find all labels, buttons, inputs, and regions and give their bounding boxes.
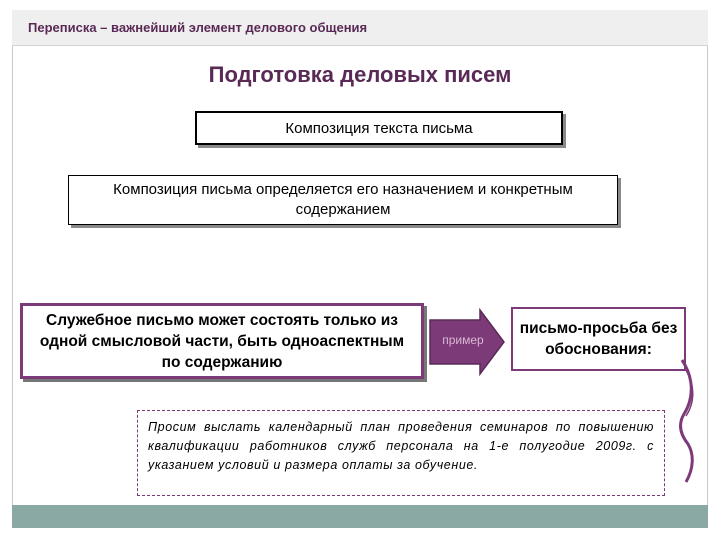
composition-subtitle-text: Композиция текста письма — [285, 119, 473, 137]
statement-box — [68, 175, 618, 225]
connector-curl-icon — [660, 358, 700, 498]
request-letter-text: письмо-просьба без обоснования: — [519, 320, 678, 358]
footer-bar — [12, 505, 708, 528]
example-text-box — [137, 410, 665, 496]
example-text: Просим выслать календарный план проведения семинаров по повышению квалификации работников служб персонала на 1-е полугодие 2009г. с указанием условий и размера оплаты за обучение. — [148, 420, 654, 472]
service-letter-box — [20, 303, 424, 379]
service-letter-text: Служебное письмо может состоять только из одной смысловой части, быть одноаспектным по содержанию — [39, 311, 405, 371]
arrow-label: пример — [442, 333, 484, 347]
composition-subtitle-box — [195, 111, 563, 145]
header-text: Переписка – важнейший элемент делового общения — [28, 20, 368, 35]
statement-text: Композиция письма определяется его назначением и конкретным содержанием — [113, 181, 573, 218]
slide-title: Подготовка деловых писем — [208, 62, 512, 87]
